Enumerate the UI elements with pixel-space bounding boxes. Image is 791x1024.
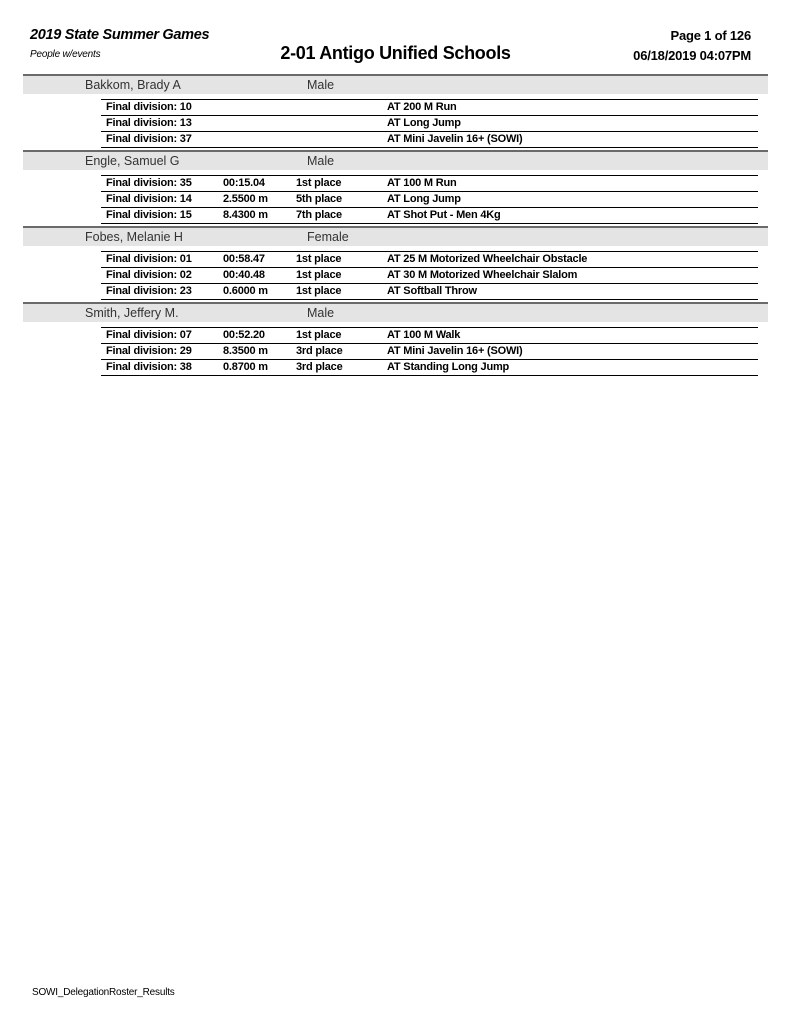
event-list [101, 170, 758, 226]
event-division: Final division: 29 [106, 345, 192, 357]
event-name: AT Standing Long Jump [387, 361, 510, 373]
roster-list [23, 74, 768, 378]
event-result: 00:40.48 [223, 269, 265, 281]
event-result: 0.8700 m [223, 361, 268, 373]
event-result: 00:58.47 [223, 253, 265, 265]
event-name: AT Mini Javelin 16+ (SOWI) [387, 345, 523, 357]
event-result: 00:15.04 [223, 177, 265, 189]
event-result: 0.6000 m [223, 285, 268, 297]
event-row [101, 251, 758, 268]
event-place: 7th place [296, 209, 342, 221]
person-name: Bakkom, Brady A [85, 78, 181, 92]
event-name: AT 100 M Run [387, 177, 457, 189]
event-division: Final division: 14 [106, 193, 192, 205]
person-name: Fobes, Melanie H [85, 230, 183, 244]
event-result: 8.4300 m [223, 209, 268, 221]
event-row [101, 327, 758, 344]
report-subtitle: People w/events [30, 49, 101, 60]
event-division: Final division: 07 [106, 329, 192, 341]
event-division: Final division: 35 [106, 177, 192, 189]
event-list [101, 246, 758, 302]
event-place: 3rd place [296, 345, 343, 357]
person-block [23, 302, 768, 378]
person-header [23, 226, 768, 246]
person-gender: Female [307, 230, 349, 244]
person-header [23, 302, 768, 322]
person-header [23, 74, 768, 94]
event-row [101, 99, 758, 116]
event-result: 2.5500 m [223, 193, 268, 205]
event-place: 5th place [296, 193, 342, 205]
report-footer: SOWI_DelegationRoster_Results [32, 987, 175, 998]
person-name: Engle, Samuel G [85, 154, 180, 168]
event-place: 3rd place [296, 361, 343, 373]
person-gender: Male [307, 306, 335, 320]
event-row [101, 116, 758, 132]
event-place: 1st place [296, 285, 342, 297]
event-result: 00:52.20 [223, 329, 265, 341]
event-division: Final division: 23 [106, 285, 192, 297]
person-block [23, 150, 768, 226]
person-block [23, 226, 768, 302]
event-list [101, 94, 758, 150]
event-row [101, 344, 758, 360]
person-name: Smith, Jeffery M. [85, 306, 179, 320]
event-name: AT 25 M Motorized Wheelchair Obstacle [387, 253, 588, 265]
event-name: AT 30 M Motorized Wheelchair Slalom [387, 269, 578, 281]
event-list [101, 322, 758, 378]
event-row [101, 208, 758, 224]
delegation-title: 2-01 Antigo Unified Schools [280, 43, 511, 63]
event-row [101, 132, 758, 148]
report-title: 2019 State Summer Games [30, 27, 210, 43]
event-row [101, 360, 758, 376]
event-row [101, 192, 758, 208]
event-place: 1st place [296, 269, 342, 281]
event-name: AT Softball Throw [387, 285, 477, 297]
person-block [23, 74, 768, 150]
event-division: Final division: 37 [106, 133, 192, 145]
event-division: Final division: 01 [106, 253, 192, 265]
person-header [23, 150, 768, 170]
page-number: Page 1 of 126 [670, 28, 751, 43]
event-name: AT Long Jump [387, 117, 461, 129]
report-datetime: 06/18/2019 04:07PM [633, 48, 751, 63]
event-row [101, 284, 758, 300]
event-name: AT 100 M Walk [387, 329, 461, 341]
event-name: AT Long Jump [387, 193, 461, 205]
event-division: Final division: 15 [106, 209, 192, 221]
event-place: 1st place [296, 253, 342, 265]
event-division: Final division: 13 [106, 117, 192, 129]
event-row [101, 175, 758, 192]
event-name: AT Mini Javelin 16+ (SOWI) [387, 133, 523, 145]
event-division: Final division: 10 [106, 101, 192, 113]
event-row [101, 268, 758, 284]
event-division: Final division: 02 [106, 269, 192, 281]
event-place: 1st place [296, 177, 342, 189]
person-gender: Male [307, 154, 335, 168]
event-name: AT Shot Put - Men 4Kg [387, 209, 501, 221]
event-name: AT 200 M Run [387, 101, 457, 113]
person-gender: Male [307, 78, 335, 92]
event-place: 1st place [296, 329, 342, 341]
event-division: Final division: 38 [106, 361, 192, 373]
event-result: 8.3500 m [223, 345, 268, 357]
